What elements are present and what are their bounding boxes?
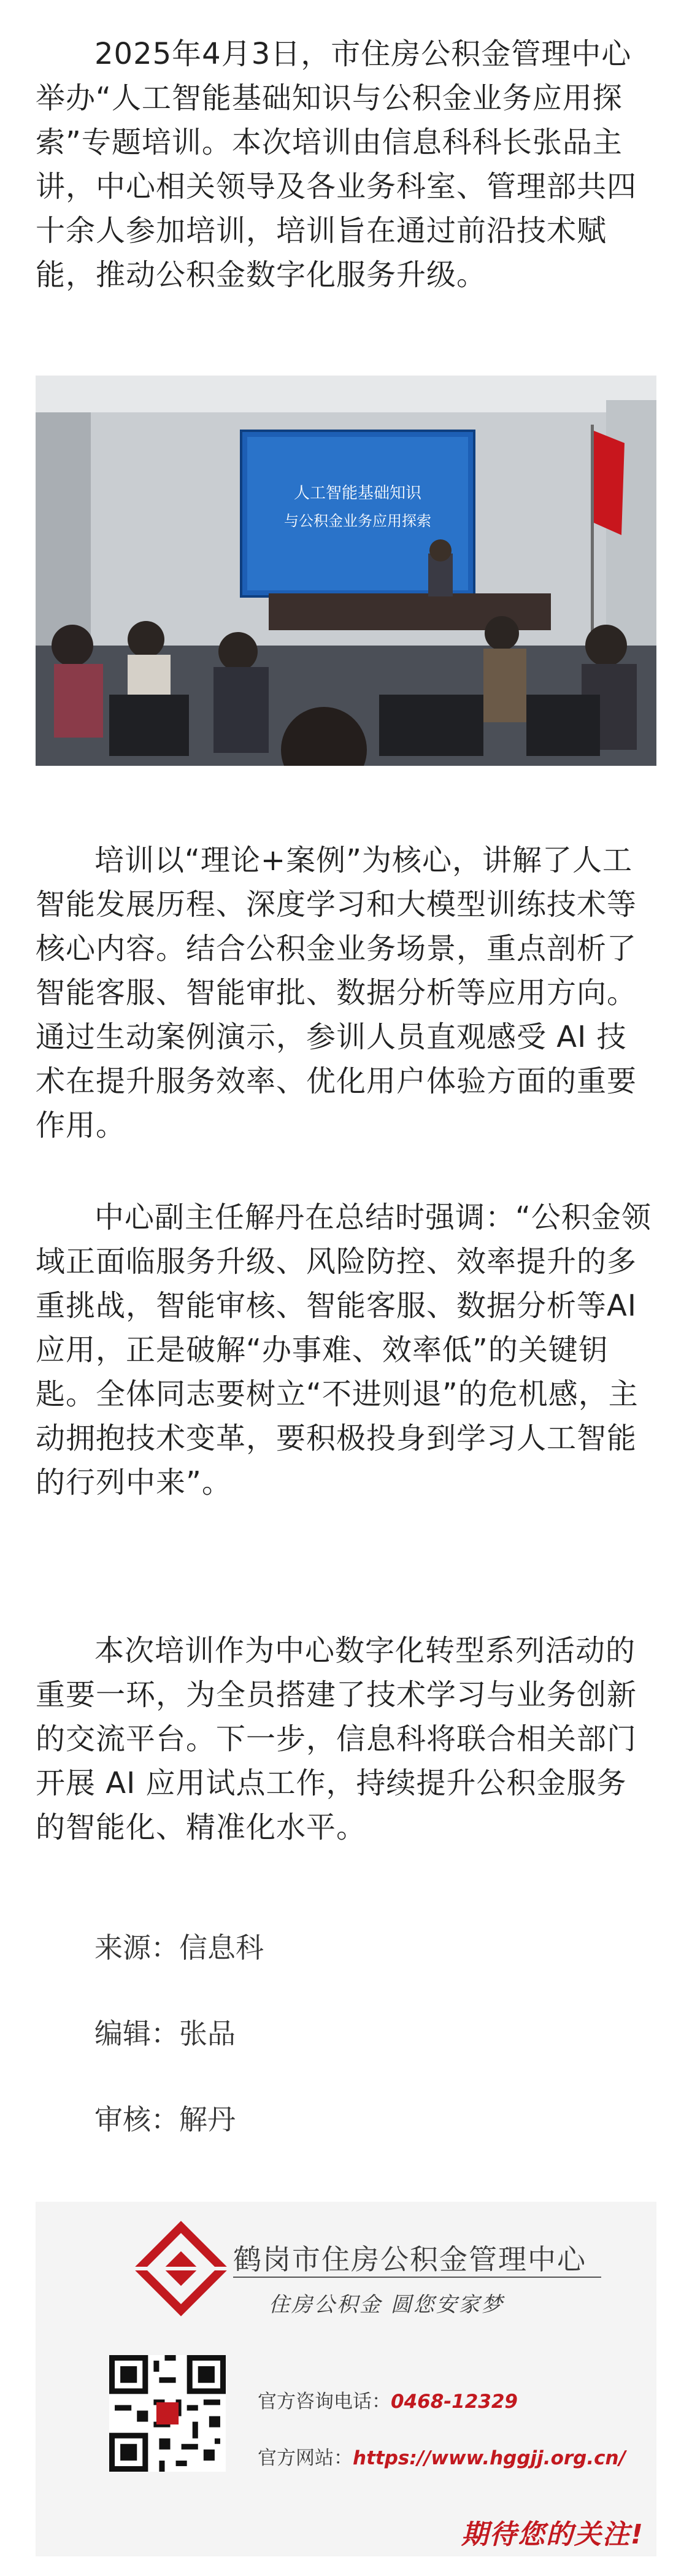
- source-line: 来源：信息科: [94, 1931, 264, 1964]
- website-label: 官方网站：: [258, 2447, 353, 2469]
- screen-title-line-1: 人工智能基础知识: [293, 484, 422, 503]
- article-paragraph-3: 中心副主任解丹在总结时强调：“公积金领域正面临服务升级、风险防控、效率提升的多重挑战，智能审核、智能客服、数据分析等AI应用，正是破解“办事难、效率低”的关键钥匙。全体同志要树立“不进则退”的危机感，主动拥抱技术变革，要积极投身到学习人工智能的行列中来”。: [36, 1200, 652, 1500]
- phone-label: 官方咨询电话：: [258, 2391, 391, 2413]
- reviewer-line: 审核：解丹: [94, 2103, 236, 2136]
- article-paragraph-2: 培训以“理论+案例”为核心，讲解了人工智能发展历程、深度学习和大模型训练技术等核心内容。结合公积金业务场景，重点剖析了智能客服、智能审批、数据分析等应用方向。通过生动案例演示，参训人员直观感受 AI 技术在提升服务效率、优化用户体验方面的重要作用。: [36, 843, 637, 1143]
- article-paragraph-4: 本次培训作为中心数字化转型系列活动的重要一环，为全员搭建了技术学习与业务创新的交流平台。下一步，信息科将联合相关部门开展 AI 应用试点工作，持续提升公积金服务的智能化、精准化水平。: [36, 1633, 637, 1845]
- screen-title-line-2: 与公积金业务应用探索: [284, 512, 431, 530]
- org-name: 鹤岗市住房公积金管理中心: [233, 2243, 586, 2276]
- editor-line: 编辑：张品: [94, 2017, 236, 2050]
- phone-row: [258, 2386, 518, 2413]
- training-photo: [36, 376, 656, 766]
- qr-code-icon: [109, 2355, 226, 2472]
- follow-slogan: 期待您的关注!: [461, 2519, 644, 2550]
- footer-banner: [36, 2202, 656, 2556]
- org-divider: [233, 2277, 601, 2278]
- housing-fund-logo-icon: [133, 2220, 229, 2317]
- org-slogan: 住房公积金 圆您安家梦: [269, 2293, 504, 2317]
- website-link[interactable]: https://www.hggjj.org.cn/: [353, 2447, 626, 2469]
- website-row: [258, 2442, 626, 2470]
- phone-number: 0468-12329: [391, 2391, 518, 2413]
- article-paragraph-1: 2025年4月3日，市住房公积金管理中心举办“人工智能基础知识与公积金业务应用探索”专题培训。本次培训由信息科科长张品主讲，中心相关领导及各业务科室、管理部共四十余人参加培训，培训旨在通过前沿技术赋能，推动公积金数字化服务升级。: [36, 37, 637, 292]
